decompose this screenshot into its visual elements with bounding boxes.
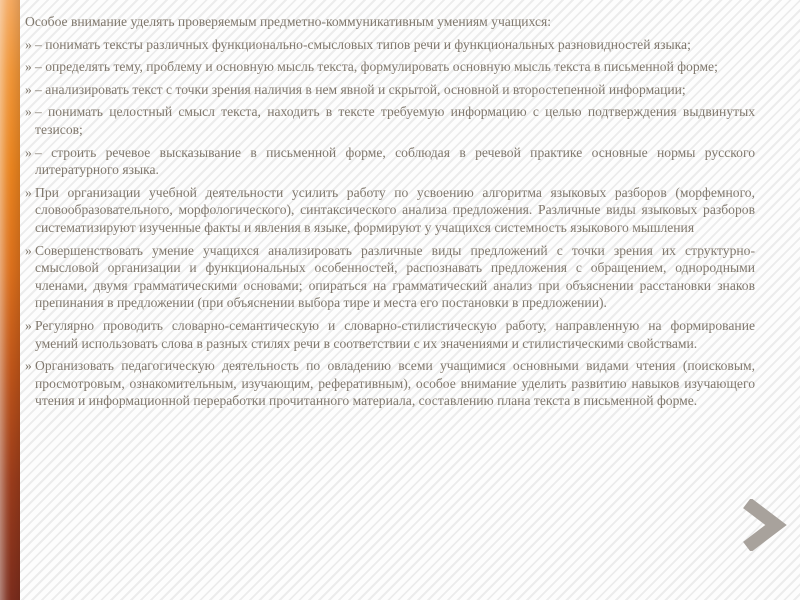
list-item: [25, 103, 755, 138]
bullet-marker: »: [25, 184, 32, 200]
list-item: [25, 81, 755, 99]
bullet-marker: »: [25, 36, 32, 52]
bullet-marker: »: [25, 81, 32, 97]
list-item: [25, 144, 755, 179]
list-item: [25, 58, 755, 76]
list-item: [25, 184, 755, 237]
list-item: [25, 36, 755, 54]
intro-paragraph: Особое внимание уделять проверяемым предметно-коммуникативным умениям учащихся:: [25, 14, 552, 29]
bullet-marker: »: [25, 144, 32, 160]
bullet-text: Совершенствовать умение учащихся анализировать различные виды предложений с точки зрения их структурно-смысловой организации и функциональных особенностей, распознавать предложения с обращением, однородными членами, двумя грамматическими основами; опираться на грамматический анализ при объяснении расстановки знаков препинания в предложении (при объяснении выбора тире и места его постановки в предложении).: [35, 242, 755, 311]
bullet-text: – анализировать текст с точки зрения наличия в нем явной и скрытой, основной и второстепенной информации;: [35, 81, 686, 97]
bullet-list: [25, 36, 755, 410]
bullet-text: – понимать тексты различных функционально-смысловых типов речи и функциональных разновидностей языка;: [35, 36, 691, 52]
bullet-text: – строить речевое высказывание в письменной форме, соблюдая в речевой практике основные нормы русского литературного языка.: [35, 144, 755, 178]
bullet-marker: »: [25, 59, 32, 75]
bullet-marker: »: [25, 104, 32, 120]
chevron-right-icon: [739, 499, 787, 551]
list-item: [25, 242, 755, 312]
list-item: [25, 317, 755, 352]
list-item: [25, 357, 755, 410]
bullet-marker: »: [25, 317, 32, 333]
bullet-text: Регулярно проводить словарно-семантическую и словарно-стилистическую работу, направленную на формирование умений использовать слова в разных стилях речи в соответствии с их значениями и стилистическими свойствами.: [35, 317, 755, 351]
accent-gradient-bar: [0, 0, 20, 600]
bullet-text: Организовать педагогическую деятельность по овладению всеми учащимися основными видами чтения (поисковым, просмотровым, ознакомительным, изучающим, реферативным), особое внимание уделить развитию навыков изучающего чтения и информационной переработки прочитанного материала, составлению плана текста в письменной форме.: [35, 358, 755, 409]
bullet-marker: »: [25, 242, 32, 258]
bullet-marker: »: [25, 358, 32, 374]
bullet-text: – определять тему, проблему и основную мысль текста, формулировать основную мысль текста в письменной форме;: [35, 59, 718, 75]
bullet-text: При организации учебной деятельности усилить работу по усвоению алгоритма языковых разборов (морфемного, словообразовательного, морфологического), синтаксического анализа предложения. Различные виды языковых разборов систематизируют изученные факты и явления в языке, формируют у учащихся системность языкового мышления: [35, 184, 755, 235]
bullet-text: – понимать целостный смысл текста, находить в тексте требуемую информацию с целью подтверждения выдвинутых тезисов;: [35, 104, 755, 137]
slide-body: [25, 13, 755, 415]
